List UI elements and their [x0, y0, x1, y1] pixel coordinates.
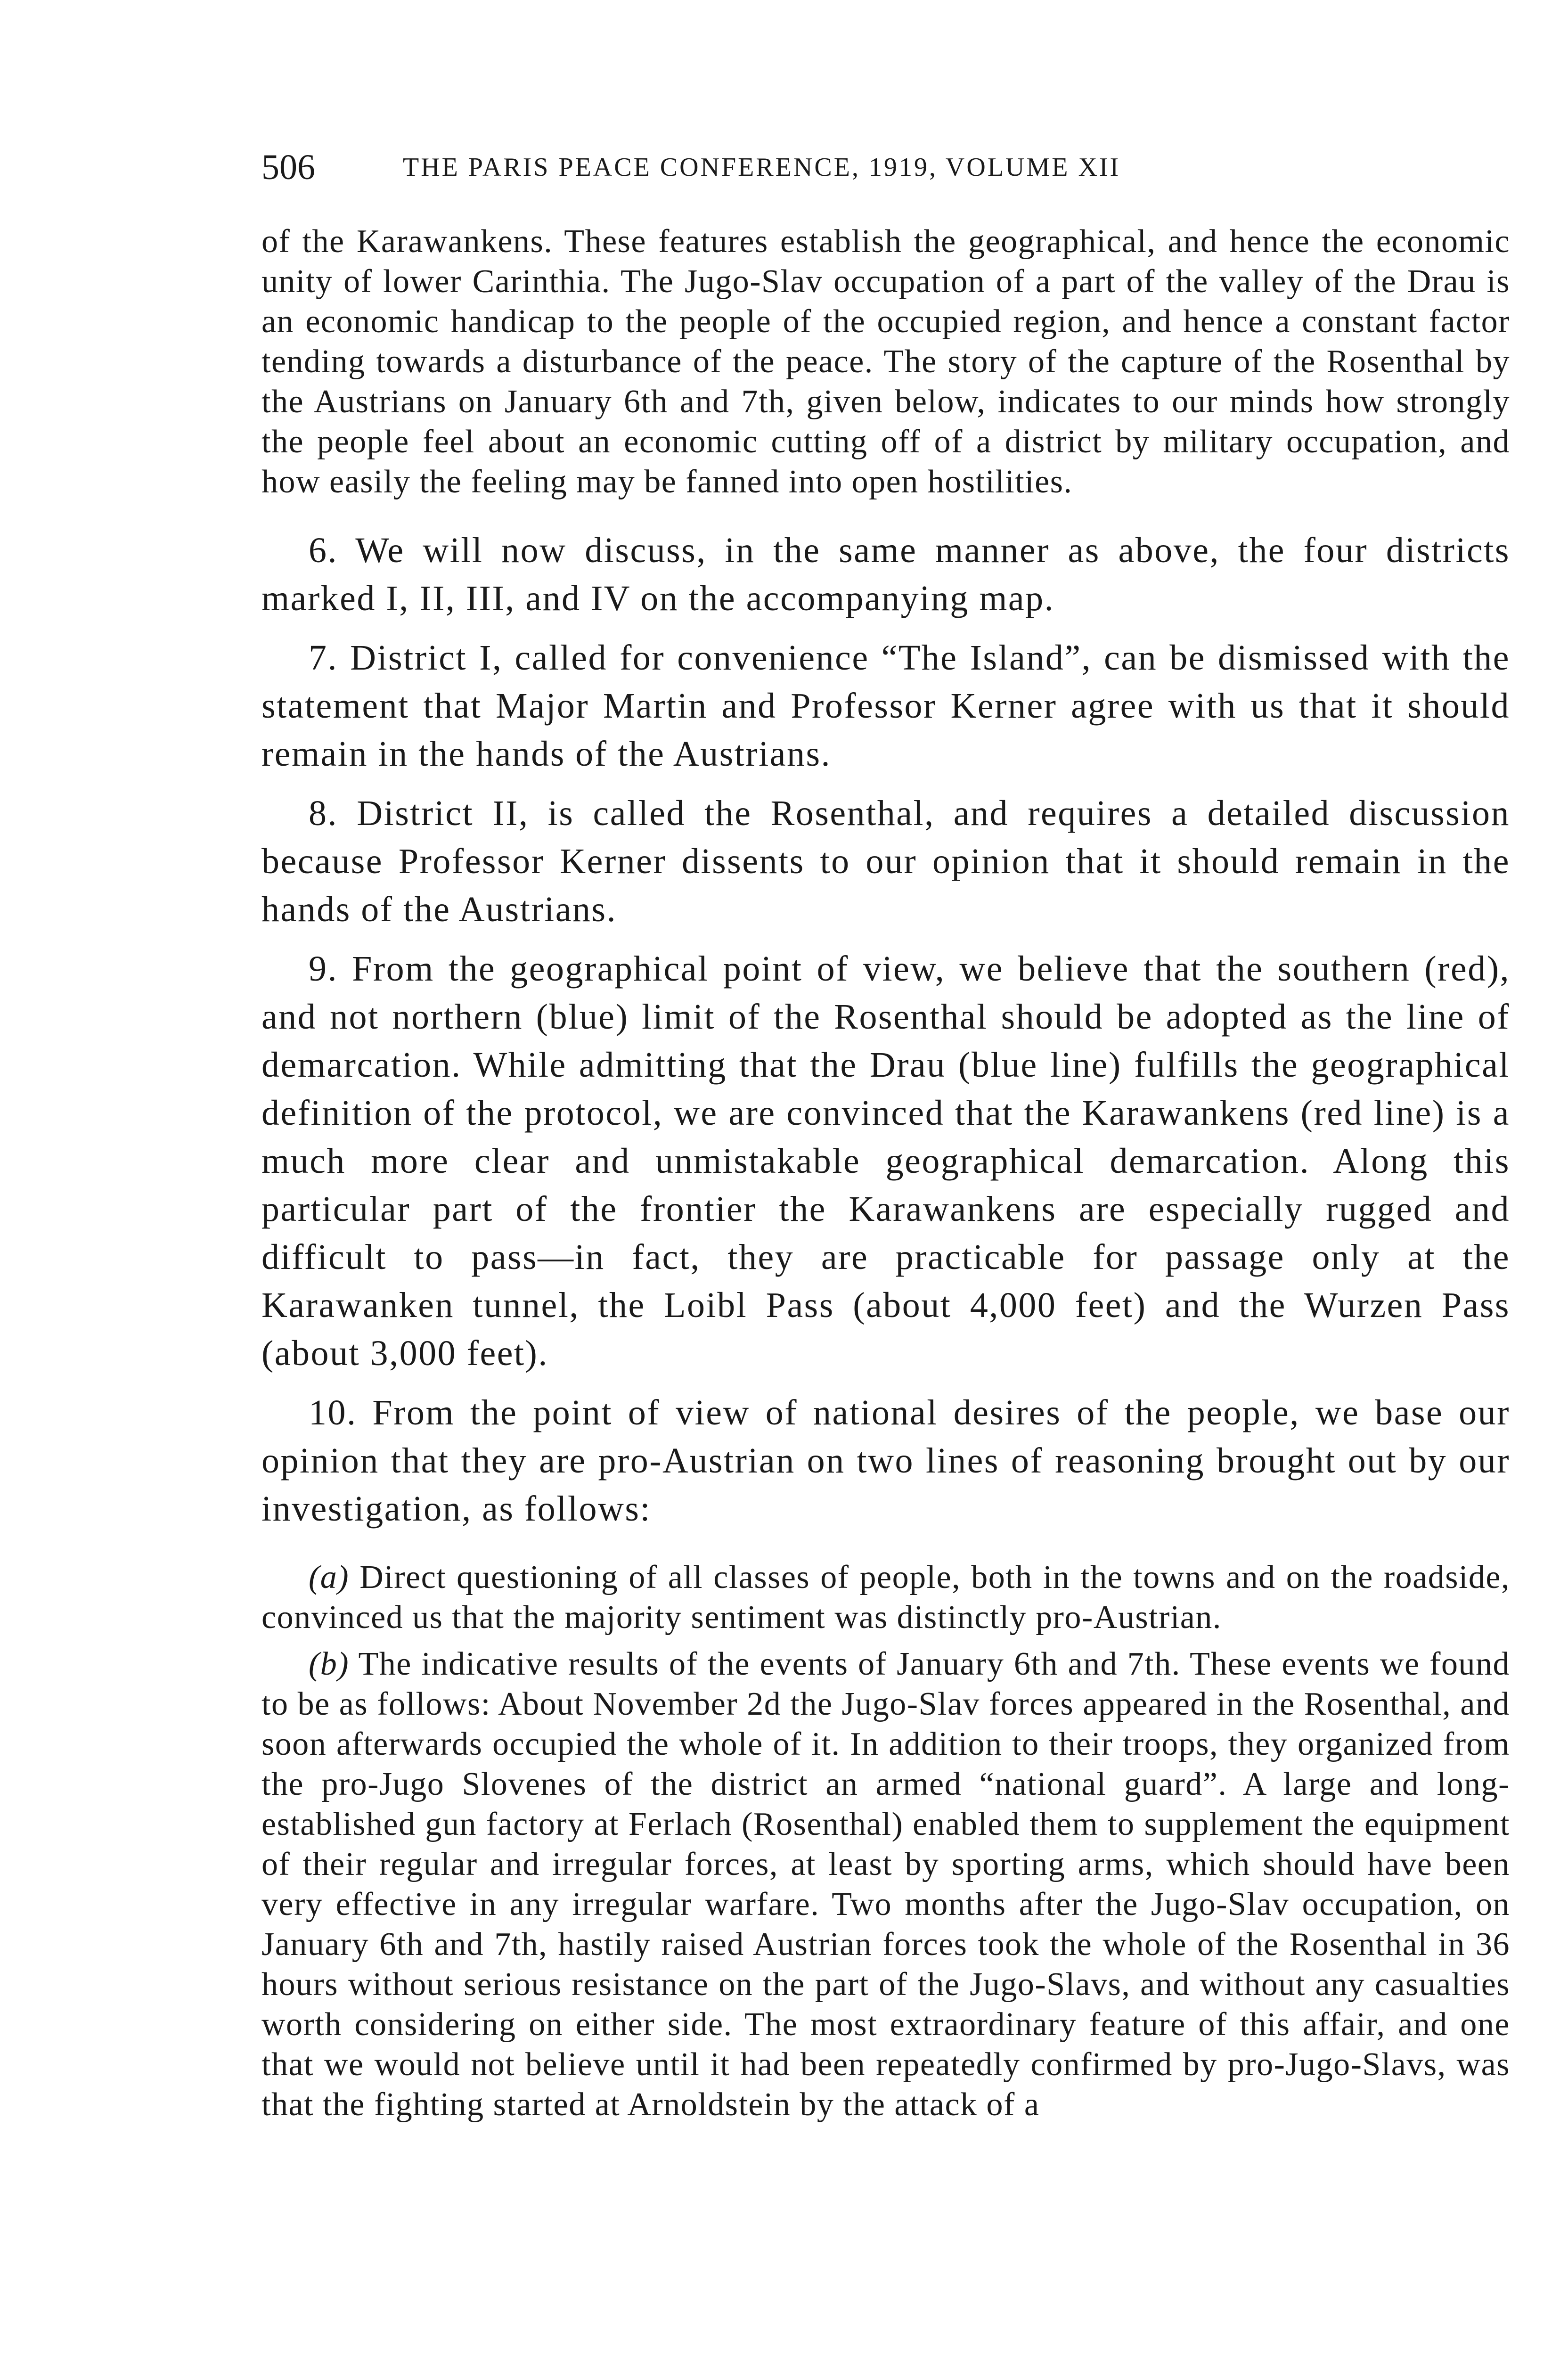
- running-title: THE PARIS PEACE CONFERENCE, 1919, VOLUME XII: [403, 153, 1121, 182]
- paragraph-a-label: (a): [309, 1559, 350, 1595]
- paragraph-9-text: From the geographical point of view, we believe that the southern (red), and not northern (blue) limit of the Rosenthal should be adopted as the line of demarcation. While admitting that the Drau (blue line) fulfills the geographical definition of the protocol, we are convinced that the Karawankens (red line) is a much more clear and unmistakable geographical demarcation. Along this particular part of the frontier the Karawankens are especially rugged and difficult to pass—in fact, they are practicable for passage only at the Karawanken tunnel, the Loibl Pass (about 4,000 feet) and the Wurzen Pass (about 3,000 feet).: [261, 949, 1510, 1373]
- paragraph-b-text: The indicative results of the events of January 6th and 7th. These events we found to be as follows: About November 2d the Jugo-Slav forces appeared in the Rosenthal, and soon afterwards occupied the whole of it. In addition to their troops, they organized from the pro-Jugo Slovenes of the district an armed “national guard”. A large and long-established gun factory at Ferlach (Rosenthal) enabled them to supplement the equipment of their regular and irregular forces, at least by sporting arms, which should have been very effective in any irregular warfare. Two months after the Jugo-Slav occupation, on January 6th and 7th, hastily raised Austrian forces took the whole of the Rosenthal in 36 hours without serious resistance on the part of the Jugo-Slavs, and without any casualties worth considering on either side. The most extraordinary feature of this affair, and one that we would not believe until it had been repeatedly confirmed by pro-Jugo-Slavs, was that the fighting started at Arnoldstein by the attack of a: [261, 1646, 1510, 2123]
- paragraph-a-text: Direct questioning of all classes of people, both in the towns and on the roadside, convinced us that the majority sentiment was distinctly pro-Austrian.: [261, 1559, 1510, 1636]
- paragraph-7: [261, 634, 1510, 778]
- paragraph-6-number: 6.: [309, 531, 338, 570]
- paragraph-8-text: District II, is called the Rosenthal, and requires a detailed discussion because Professor Kerner dissents to our opinion that it should remain in the hands of the Austrians.: [261, 794, 1511, 929]
- paragraph-6: [261, 526, 1510, 622]
- page-number: 506: [261, 147, 315, 187]
- paragraph-8-number: 8.: [309, 794, 338, 833]
- paragraph-6-text: We will now discuss, in the same manner as above, the four districts marked I, II, III, and IV on the accompanying map.: [261, 531, 1510, 618]
- paragraph-10-text: From the point of view of national desires of the people, we base our opinion that they are pro-Austrian on two lines of reasoning brought out by our investigation, as follows:: [261, 1393, 1510, 1529]
- document-page: [261, 141, 1510, 2125]
- paragraph-b: [261, 1644, 1510, 2125]
- paragraph-9: [261, 945, 1510, 1377]
- paragraph-9-number: 9.: [309, 949, 338, 989]
- paragraph-10-number: 10.: [309, 1393, 357, 1432]
- paragraph-7-text: District I, called for convenience “The Island”, can be dismissed with the statement that Major Martin and Professor Kerner agree with us that it should remain in the hands of the Austrians.: [261, 638, 1510, 774]
- paragraph-8: [261, 789, 1510, 933]
- paragraph-10: [261, 1389, 1510, 1533]
- running-header: [261, 141, 1510, 193]
- paragraph-7-number: 7.: [309, 638, 338, 678]
- paragraph-b-label: (b): [309, 1646, 350, 1682]
- paragraph-continuation: of the Karawankens. These features establish the geographical, and hence the economic unity of lower Carinthia. The Jugo-Slav occupation of a part of the valley of the Drau is an economic handicap to the people of the occupied region, and hence a constant factor tending towards a disturbance of the peace. The story of the capture of the Rosenthal by the Austrians on January 6th and 7th, given below, indicates to our minds how strongly the people feel about an economic cutting off of a district by military occupation, and how easily the feeling may be fanned into open hostilities.: [261, 223, 1510, 500]
- paragraph-a: [261, 1557, 1510, 1637]
